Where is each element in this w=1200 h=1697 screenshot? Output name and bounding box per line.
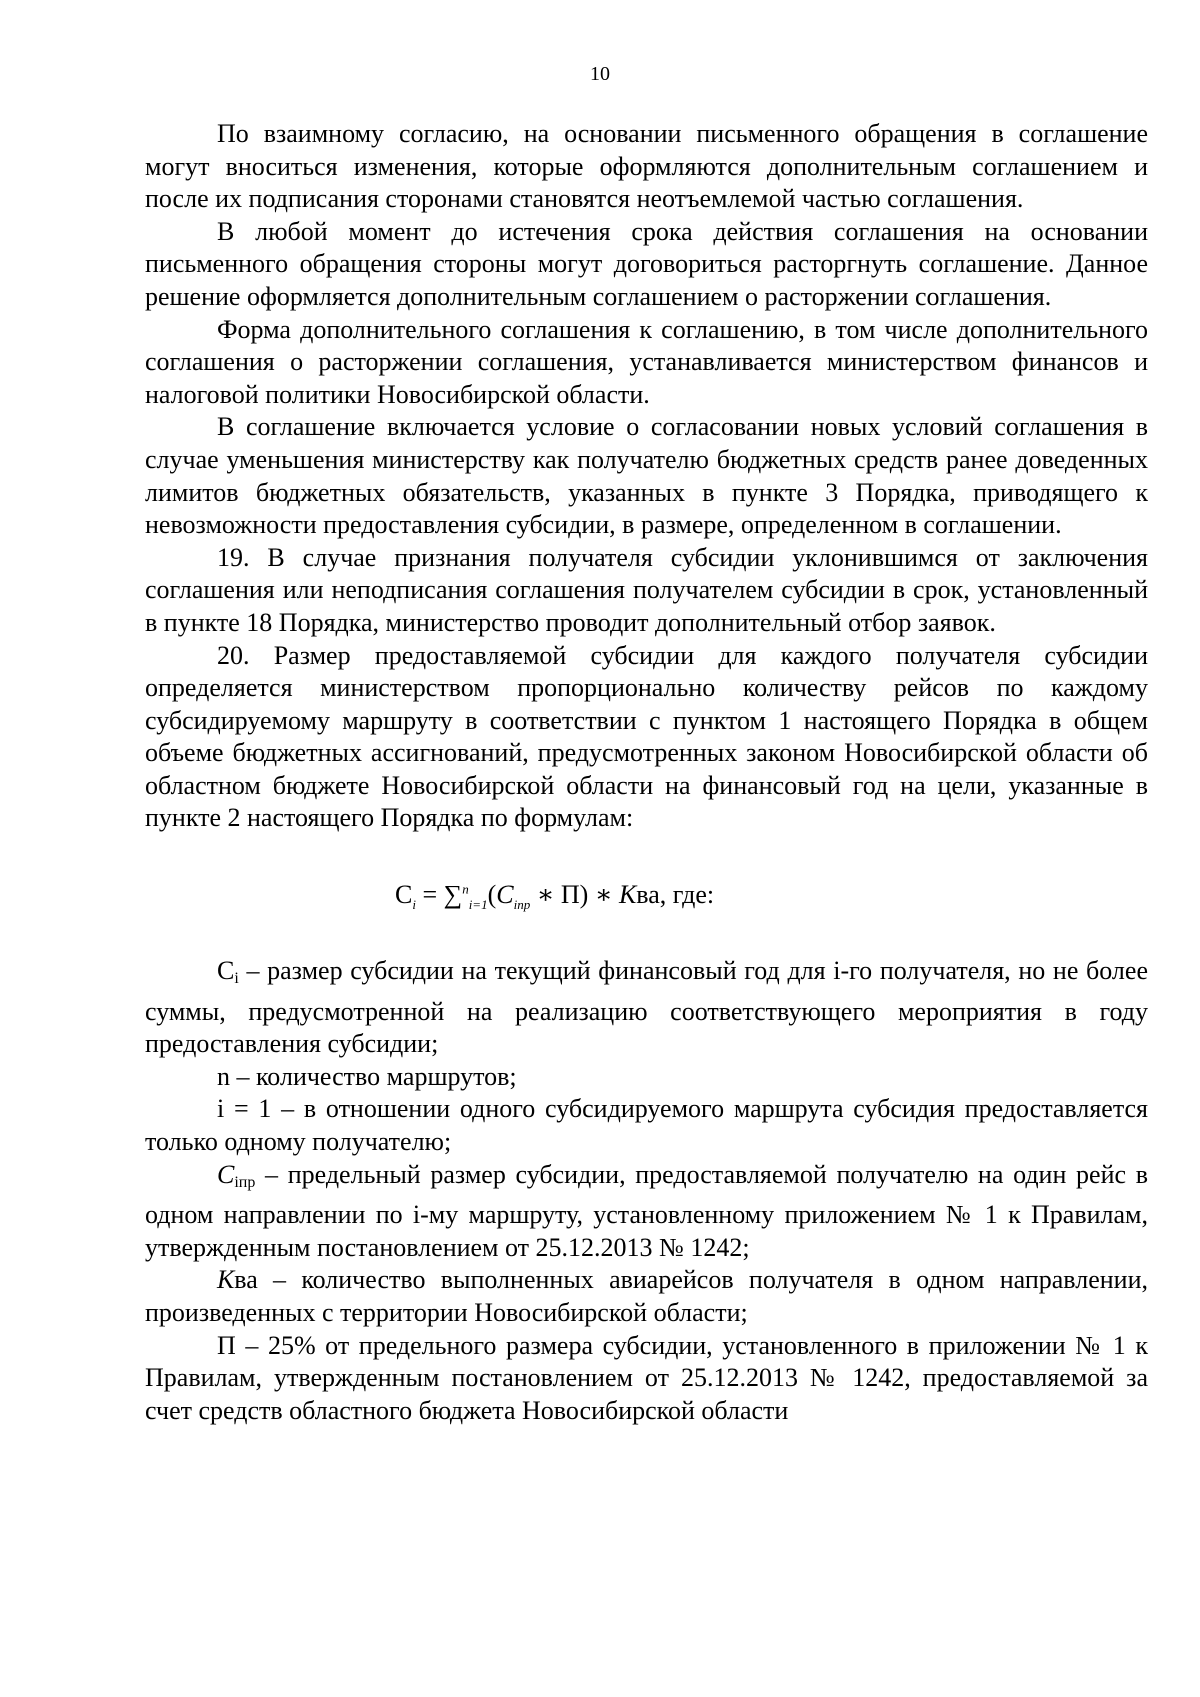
sum-symbol: ∑ (443, 880, 463, 910)
formula-lhs-sub: i (412, 897, 416, 913)
paragraph-19: 19. В случае признания получателя субсидии уклонившимся от заключения соглашения или неподписания соглашения получателем субсидии в срок, установленный в пункте 18 Порядка, министерство проводит дополнительный отбор заявок. (145, 542, 1148, 637)
paragraph-20: 20. Размер предоставляемой субсидии для каждого получателя субсидии определяется министерством пропорционально количеству рейсов по каждому субсидируемому маршруту в соответствии с пунктом 1 настоящего Порядка в общем объеме бюджетных ассигнований, предусмотренных законом Новосибирской области об областном бюджете Новосибирской области на финансовый год на цели, указанные в пункте 2 настоящего Порядка по формулам: (145, 640, 1148, 833)
cipr-subscript: iпр (234, 1173, 256, 1191)
ci-subscript: i (234, 970, 239, 988)
formula-c: C (496, 880, 514, 910)
ci-text: – размер субсидии на текущий финансовый год для i-го получателя, но не более суммы, предусмотренной на реализацию соответствующего мероприятия в году предоставления субсидии; (145, 956, 1148, 1059)
definition-p: П – 25% от предельного размера субсидии, установленного в приложении № 1 к Правилам, утвержденным постановлением от 25.12.2013 № 1242, предоставляемой за счет средств областного бюджета Новосибирской области (145, 1330, 1148, 1425)
formula-open-paren: ( (487, 880, 497, 910)
formula-sum (444, 878, 488, 912)
definition-i: i = 1 – в отношении одного субсидируемого маршрута субсидия предоставляется только одному получателю; (145, 1094, 1148, 1157)
formula-lhs: С (395, 880, 413, 910)
page-number: 10 (590, 63, 610, 85)
paragraph-termination: В любой момент до истечения срока действия соглашения на основании письменного обращения стороны могут договориться расторгнуть соглашение. Данное решение оформляется дополнительным соглашением о расторжении соглашения. (145, 216, 1148, 311)
formula-c-sub: iпр (513, 897, 531, 913)
definition-ci (145, 955, 1148, 1061)
kva-text: ва – количество выполненных авиарейсов получателя в одном направлении, произведенных с территории Новосибирской области; (145, 1265, 1148, 1327)
definition-cipr (145, 1159, 1148, 1265)
paragraph-amendments: По взаимному согласию, на основании письменного обращения в соглашение могут вноситься изменения, которые оформляются дополнительным соглашением и после их подписания сторонами становятся неотъемлемой частью соглашения. (145, 119, 1148, 214)
formula-k: К (619, 880, 637, 910)
cipr-symbol: С (217, 1159, 235, 1189)
cipr-text: – предельный размер субсидии, предоставляемой получателю на один рейс в одном направлении по i-му маршруту, установленному приложением № 1 к Правилам, утвержденным постановлением от 25.12.2013 № 1242; (145, 1159, 1148, 1262)
sum-lower-limit: i=1 (468, 897, 488, 913)
kva-symbol: К (217, 1265, 235, 1295)
paragraph-new-conditions: В соглашение включается условие о согласовании новых условий соглашения в случае уменьшения министерству как получателю бюджетных средств ранее доведенных лимитов бюджетных обязательств, указанных в пункте 3 Порядка, приводящего к невозможности предоставления субсидии, в размере, определенном в соглашении. (145, 412, 1148, 540)
paragraph-form: Форма дополнительного соглашения к соглашению, в том числе дополнительного соглашения о расторжении соглашения, устанавливается министерством финансов и налоговой политики Новосибирской области. (145, 314, 1148, 409)
definition-kva (145, 1264, 1148, 1329)
subsidy-formula (145, 878, 1148, 912)
ci-symbol: С (217, 956, 235, 986)
formula-mult: ∗ П) ∗ (530, 880, 619, 910)
formula-tail: ва, где: (636, 880, 715, 910)
formula-eq: = (415, 880, 444, 910)
document-body (145, 118, 1148, 1427)
definition-n: n – количество маршрутов; (217, 1061, 517, 1091)
sum-upper-limit: n (462, 881, 469, 897)
